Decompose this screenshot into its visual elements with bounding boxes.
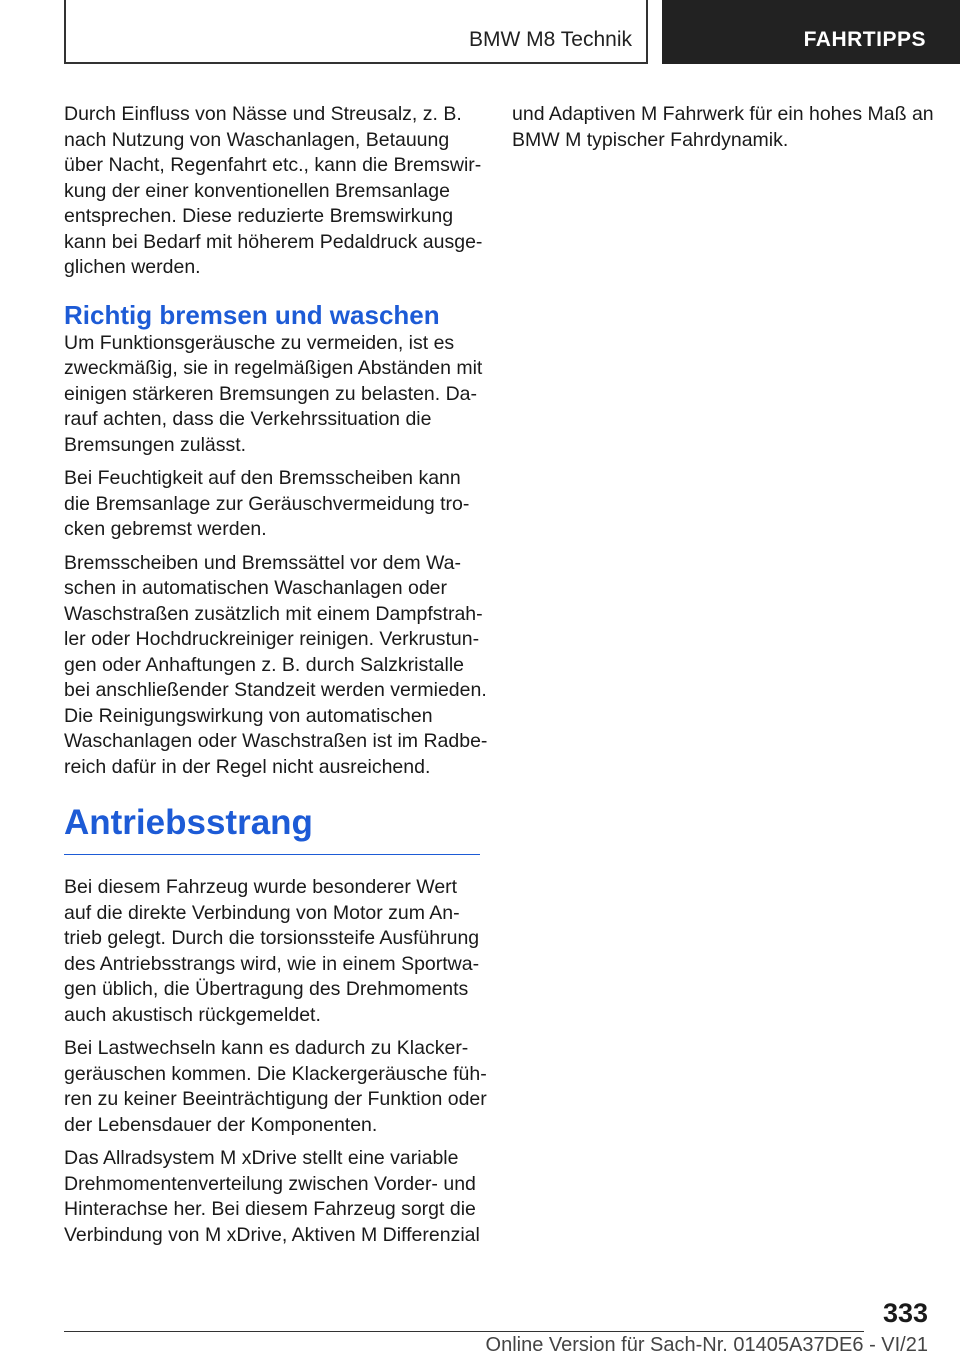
section-tab [662,0,960,64]
online-version-note: Online Version für Sach-Nr. 01405A37DE6 - VI/21 [485,1334,928,1356]
text-line: Waschanlagen oder Waschstraßen ist im Radbe- [64,730,488,752]
heading-brakes-washing: Richtig bremsen und waschen [64,299,440,330]
text-line: kann bei Bedarf mit höherem Pedaldruck ausge- [64,230,483,253]
text-line: Verbindung von M xDrive, Aktiven M Differenzial [64,1223,480,1246]
text-line: des Antriebsstrangs wird, wie in einem Sportwa- [64,952,480,975]
text-line: der Lebensdauer der Komponenten. [64,1113,378,1136]
text-line: nach Nutzung von Waschanlagen, Betauung [64,128,450,151]
paragraph-moisture [64,466,480,543]
text-line: entsprechen. Diese reduzierte Bremswirkung [64,205,454,227]
text-line: die Bremsanlage zur Geräuschvermeidung tro- [64,492,470,515]
paragraph-wet-brakes [64,102,483,281]
text-line: Waschstraßen zusätzlich mit einem Dampfstrah- [64,602,483,625]
page-number: 333 [882,1298,928,1328]
text-line: Hinterachse her. Bei diesem Fahrzeug sorgt die [64,1198,476,1220]
text-line: glichen werden. [64,256,201,278]
text-line: reich dafür in der Regel nicht ausreichend. [64,755,431,778]
right-column [512,102,934,161]
text-line: über Nacht, Regenfahrt etc., kann die Bremswir- [64,154,482,176]
text-line: rauf achten, dass die Verkehrssituation die [64,408,432,430]
footer-divider [64,1331,864,1332]
text-line: ren zu keiner Beeinträchtigung der Funktion oder [64,1088,487,1110]
paragraph-continued [512,102,934,153]
text-line: auch akustisch rückgemeldet. [64,1003,321,1026]
text-line: Durch Einfluss von Nässe und Streusalz, z. B. [64,103,462,125]
text-line: Bei Feuchtigkeit auf den Bremsscheiben kann [64,467,461,489]
text-line: cken gebremst werden. [64,518,267,540]
paragraph-drivetrain [64,875,480,1028]
left-column [64,102,488,1256]
heading-drivetrain: Antriebsstrang [64,798,480,855]
manual-title: BMW M8 Technik [469,28,632,51]
text-line: trieb gelegt. Durch die torsionssteife Ausführung [64,927,480,949]
text-line: BMW M typischer Fahrdynamik. [512,128,789,151]
header-title-box [64,0,648,64]
text-line: geräuschen kommen. Die Klackergeräusche füh- [64,1062,487,1085]
text-line: Die Reinigungswirkung von automatischen [64,704,433,727]
text-line: einigen stärkeren Bremsungen zu belasten. Da- [64,382,477,405]
text-line: Das Allradsystem M xDrive stellt eine variable [64,1147,459,1169]
text-line: bei anschließender Standzeit werden vermieden. [64,679,487,701]
text-line: gen oder Anhaftungen z. B. durch Salzkristalle [64,653,464,676]
text-line: Bei Lastwechseln kann es dadurch zu Klacker- [64,1037,469,1059]
text-line: Bremsscheiben und Bremssättel vor dem Wa- [64,551,462,574]
text-line: zweckmäßig, sie in regelmäßigen Abständen mit [64,357,483,379]
text-line: Bei diesem Fahrzeug wurde besonderer Wert [64,876,458,898]
text-line: Drehmomentenverteilung zwischen Vorder- und [64,1172,476,1195]
text-line: schen in automatischen Waschanlagen oder [64,577,448,599]
paragraph-xdrive [64,1146,480,1248]
text-line: ler oder Hochdruckreiniger reinigen. Verkrustun- [64,628,480,650]
text-line: gen üblich, die Übertragung des Drehmoments [64,978,469,1000]
text-line: Um Funktionsgeräusche zu vermeiden, ist es [64,331,455,354]
text-line: kung der einer konventionellen Bremsanlage [64,179,450,202]
text-line: auf die direkte Verbindung von Motor zum An- [64,901,460,924]
section-title: FAHRTIPPS [803,28,926,51]
paragraph-function-noise [64,331,483,459]
text-line: Bremsungen zulässt. [64,433,247,456]
paragraph-load-changes [64,1036,487,1138]
text-line: und Adaptiven M Fahrwerk für ein hohes Maß an [512,103,934,125]
paragraph-cleaning [64,551,488,781]
